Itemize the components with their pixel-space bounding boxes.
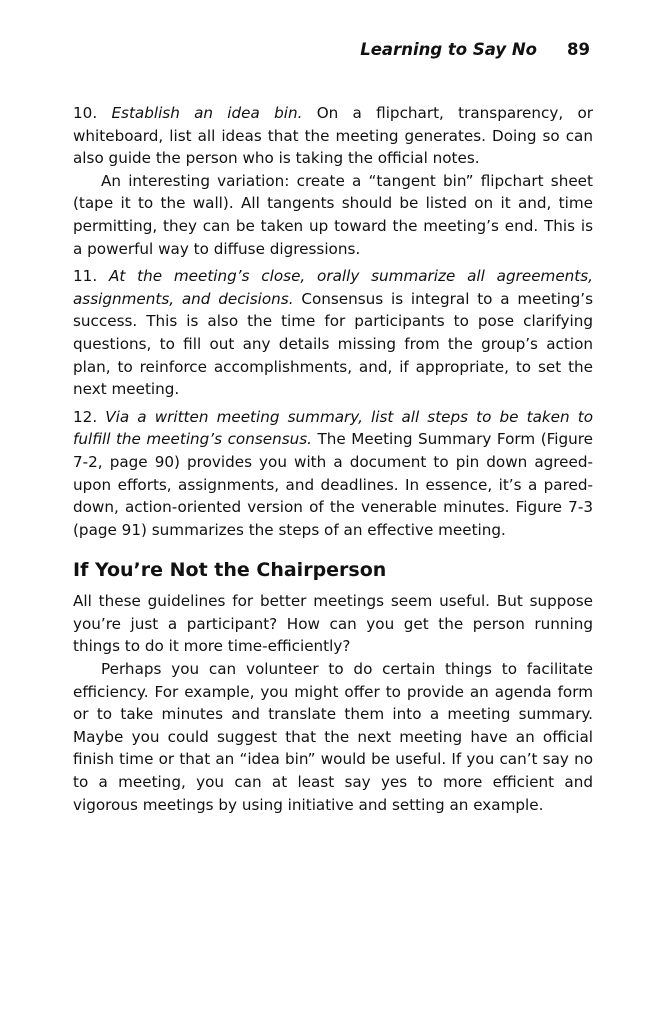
section-paragraph: Perhaps you can volunteer to do certain things to facilitate efficiency. For example, you might offer to provide an agenda form or to take minutes and translate them into a meeting summary. Maybe you could suggest that the next meeting have an official finish time or that an “idea bin” would be useful. If you can’t say no to a meeting, you can at least say yes to more efficient and vigorous meetings by using initiative and setting an example. xyxy=(73,660,593,814)
item-paragraph xyxy=(73,406,593,542)
item-paragraph xyxy=(73,265,593,401)
list-item-11 xyxy=(73,265,593,401)
list-item-12 xyxy=(73,406,593,542)
item-number: 11. xyxy=(73,267,98,286)
page-number: 89 xyxy=(567,40,590,59)
item-text: The Meeting Summary Form (Figure 7-2, page 90) provides you with a document to pin down agreed-upon efforts, assignments, and deadlines. In essence, it’s a pared-down, action-oriented version of the venerable minutes. Figure 7-3 (page 91) summarizes the steps of an effective meeting. xyxy=(73,430,593,539)
running-header xyxy=(360,40,590,59)
item-text: On a flipchart, transparency, or whiteboard, list all ideas that the meeting generates. Doing so can also guide the person who is taking the official notes. xyxy=(73,104,594,168)
item-heading: At the meeting’s close, orally summarize all agreements, assignments, and decisions. xyxy=(73,267,594,308)
item-number: 12. xyxy=(73,407,98,426)
list-item-10 xyxy=(73,102,593,260)
item-continuation: An interesting variation: create a “tangent bin” flipchart sheet (tape it to the wall). All tangents should be listed on it and, time permitting, they can be taken up toward the meeting’s end. This is a powerful way to diffuse digressions. xyxy=(73,171,593,258)
item-text: Consensus is integral to a meeting’s success. This is also the time for participants to pose clarifying questions, to fill out any details missing from the group’s action plan, to reinforce accomplishments, and, if appropriate, to set the next meeting. xyxy=(73,289,593,399)
page-body xyxy=(73,102,593,816)
item-number: 10. xyxy=(73,104,98,122)
section-heading: If You’re Not the Chairperson xyxy=(73,559,387,582)
item-paragraph xyxy=(73,102,593,170)
chapter-title: Learning to Say No xyxy=(360,40,538,59)
item-heading: Establish an idea bin. xyxy=(111,104,303,122)
section-paragraph: All these guidelines for better meetings seem useful. But suppose you’re just a participant? How can you get the person running things to do it more time-efficiently? xyxy=(73,592,593,656)
item-heading: Via a written meeting summary, list all steps to be taken to fulfill the meeting’s consensus. xyxy=(73,407,593,449)
